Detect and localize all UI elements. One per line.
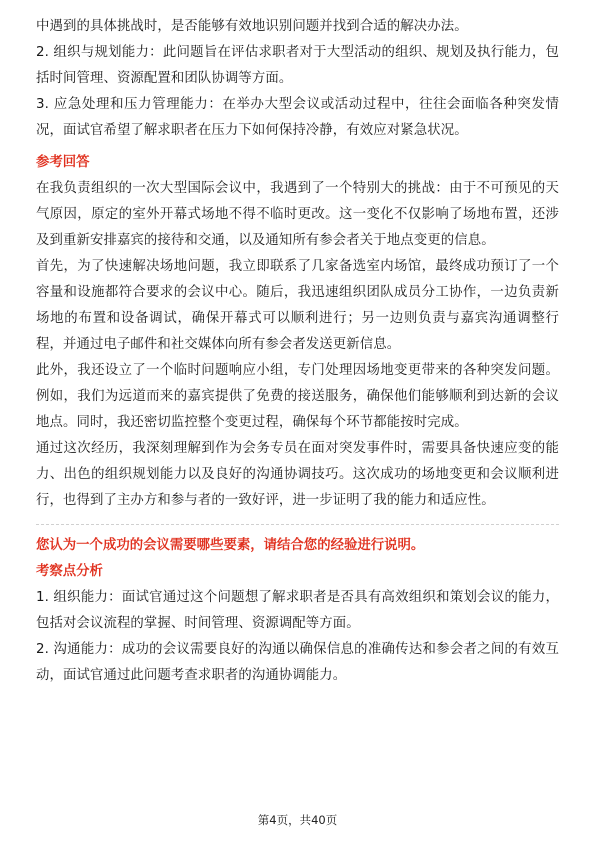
reference-answer-heading: 参考回答 [36, 155, 90, 170]
document-page [36, 14, 559, 689]
list-item: 3. 应急处理和压力管理能力：在举办大型会议或活动过程中，往往会面临各种突发情况，面试官希望了解求职者在压力下如何保持冷静，有效应对紧急状况。 [36, 97, 559, 138]
page-number: 第4页，共40页 [257, 813, 338, 827]
question-heading: 您认为一个成功的会议需要哪些要素，请结合您的经验进行说明。 [36, 538, 425, 553]
paragraph: 在我负责组织的一次大型国际会议中，我遇到了一个特别大的挑战：由于不可预见的天气原因，原定的室外开幕式场地不得不临时更改。这一变化不仅影响了场地布置，还涉及到重新安排嘉宾的接待和交通，以及通知所有参会者关于地点变更的信息。 [36, 181, 559, 248]
analysis-heading: 考察点分析 [36, 564, 103, 579]
paragraph: 通过这次经历，我深刻理解到作为会务专员在面对突发事件时，需要具备快速应变的能力、出色的组织规划能力以及良好的沟通协调技巧。这次成功的场地变更和会议顺利进行，也得到了主办方和参与者的一致好评，进一步证明了我的能力和适应性。 [36, 441, 559, 508]
list-item: 1. 组织能力：面试官通过这个问题想了解求职者是否具有高效组织和策划会议的能力，包括对会议流程的掌握、时间管理、资源调配等方面。 [36, 590, 559, 631]
list-item: 2. 组织与规划能力：此问题旨在评估求职者对于大型活动的组织、规划及执行能力，包括时间管理、资源配置和团队协调等方面。 [36, 45, 559, 86]
paragraph: 首先，为了快速解决场地问题，我立即联系了几家备选室内场馆，最终成功预订了一个容量和设施都符合要求的会议中心。随后，我迅速组织团队成员分工协作，一边负责新场地的布置和设备调试，确保开幕式可以顺利进行；另一边则负责与嘉宾沟通调整行程，并通过电子邮件和社交媒体向所有参会者发送更新信息。 [36, 259, 559, 352]
list-item: 2. 沟通能力：成功的会议需要良好的沟通以确保信息的准确传达和参会者之间的有效互动，面试官通过此问题考查求职者的沟通协调能力。 [36, 642, 559, 683]
list-item: 中遇到的具体挑战时，是否能够有效地识别问题并找到合适的解决办法。 [36, 19, 468, 34]
paragraph: 此外，我还设立了一个临时问题响应小组，专门处理因场地变更带来的各种突发问题。例如，我们为远道而来的嘉宾提供了免费的接送服务，确保他们能够顺利到达新的会议地点。同时，我还密切监控整个变更过程，确保每个环节都能按时完成。 [36, 363, 559, 430]
section-divider [36, 524, 559, 525]
